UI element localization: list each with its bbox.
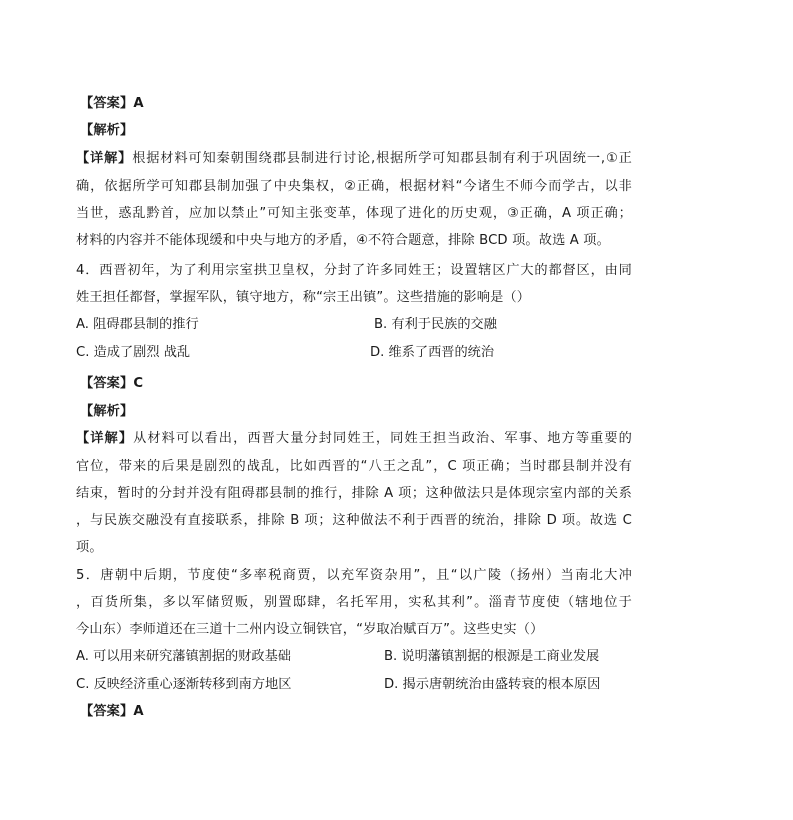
q5-stem-line-3: 今山东）李师道还在三道十二州内设立铜铁官，“岁取冶赋百万”。这些史实（） [76, 622, 544, 637]
q4-option-d: D. 维系了西晋的统治 [370, 345, 495, 360]
q5-option-d: D. 揭示唐朝统治由盛转衰的根本原因 [384, 677, 601, 692]
q4-answer [80, 375, 143, 393]
q5-option-b: B. 说明藩镇割据的根源是工商业发展 [384, 649, 600, 664]
q4-detail-label: 【详解】 [76, 431, 134, 446]
q4-stem-line-1: 4．西晋初年，为了利用宗室拱卫皇权，分封了许多同姓王；设置辖区广大的都督区，由同 [76, 263, 632, 278]
q3-answer-label: 【答案】 [80, 96, 134, 111]
q5-answer-value: A [133, 704, 144, 719]
q5-stem-line-2: ，百货所集，多以军储贸贩，别置邸肆，名托军用，实私其利”。淄青节度使（辖地位于 [76, 595, 632, 610]
q3-answer [80, 95, 144, 113]
q3-detail-line-2: 确，依据所学可知郡县制加强了中央集权，②正确，根据材料“今诸生不师今而学古，以非 [76, 179, 632, 194]
q4-detail-line-4: ，与民族交融没有直接联系，排除 B 项；这种做法不利于西晋的统治，排除 D 项。故选 C [76, 513, 632, 528]
q4-analysis-label: 【解析】 [80, 404, 134, 419]
q4-detail-line-3: 结束，暂时的分封并没有阻碍郡县制的推行，排除 A 项；这种做法只是体现宗室内部的关系 [76, 486, 632, 501]
q3-detail-line-4: 材料的内容并不能体现缓和中央与地方的矛盾，④不符合题意，排除 BCD 项。故选 A 项。 [76, 233, 610, 248]
q4-stem-line-2: 姓王担任都督，掌握军队，镇守地方，称“宗王出镇”。这些措施的影响是（） [76, 290, 531, 305]
q4-option-c: C. 造成了剧烈 战乱 [76, 345, 191, 360]
q4-option-a: A. 阻碍郡县制的推行 [76, 317, 199, 332]
q3-answer-value: A [133, 96, 144, 111]
q5-stem-line-1: 5．唐朝中后期，节度使“多率税商贾，以充军资杂用”，且“以广陵（扬州）当南北大冲 [76, 568, 632, 583]
q3-detail-line-3: 当世，惑乱黔首，应加以禁止”可知主张变革，体现了进化的历史观，③正确，A 项正确； [76, 206, 632, 221]
q5-answer-label: 【答案】 [80, 704, 134, 719]
q5-option-c: C. 反映经济重心逐渐转移到南方地区 [76, 677, 292, 692]
q4-option-b: B. 有利于民族的交融 [374, 317, 497, 332]
q4-detail-line-1: 【详解】从材料可以看出，西晋大量分封同姓王，同姓王担当政治、军事、地方等重要的 [76, 431, 632, 446]
q3-detail-label: 【详解】 [76, 151, 133, 166]
q3-analysis-label: 【解析】 [80, 123, 134, 138]
q4-detail-line-2: 官位，带来的后果是剧烈的战乱，比如西晋的“八王之乱”，C 项正确；当时郡县制并没有 [76, 459, 632, 474]
q4-answer-label: 【答案】 [80, 376, 134, 391]
q5-option-a: A. 可以用来研究藩镇割据的财政基础 [76, 649, 291, 664]
q5-answer [80, 703, 144, 721]
q4-detail-line-5: 项。 [76, 540, 103, 555]
q3-detail-line-1: 【详解】根据材料可知秦朝围绕郡县制进行讨论,根据所学可知郡县制有利于巩固统一,①正 [76, 151, 632, 166]
q4-answer-value: C [133, 376, 144, 391]
